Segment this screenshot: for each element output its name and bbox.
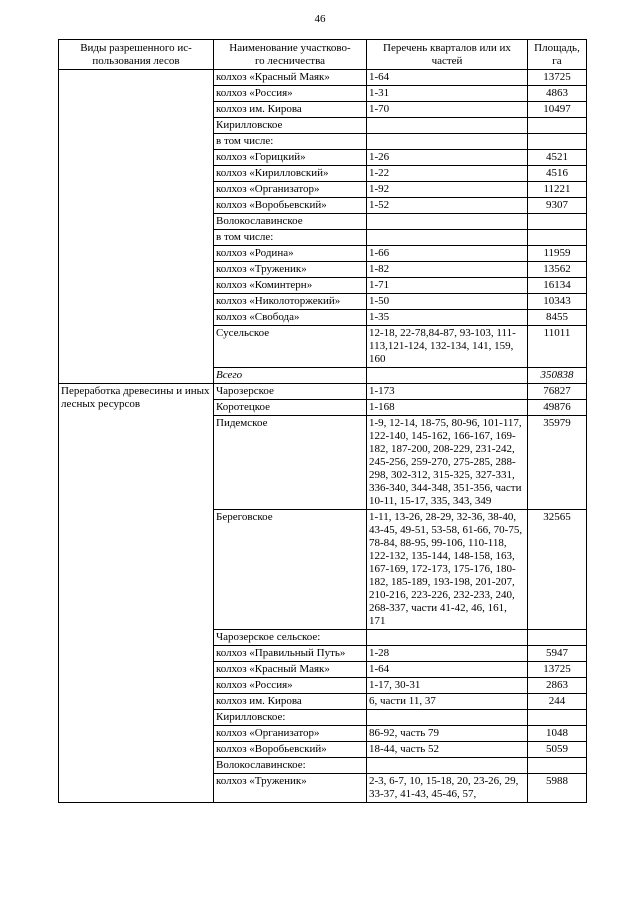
- area-cell: [528, 758, 587, 774]
- header-quarters: Перечень кварталов или их частей: [367, 40, 528, 70]
- area-cell: 5947: [528, 646, 587, 662]
- header-use: Виды разрешенного ис- пользования лесов: [59, 40, 214, 70]
- quarters-cell: 18-44, часть 52: [367, 742, 528, 758]
- forestry-name-cell: колхоз «Организатор»: [214, 726, 367, 742]
- quarters-cell: 12-18, 22-78,84-87, 93-103, 111-113,121-124, 132-134, 141, 159, 160: [367, 326, 528, 368]
- area-cell: 35979: [528, 416, 587, 510]
- forestry-name-cell: колхоз «Родина»: [214, 246, 367, 262]
- quarters-cell: 1-28: [367, 646, 528, 662]
- area-cell: 9307: [528, 198, 587, 214]
- total-area-cell: 350838: [528, 368, 587, 384]
- area-cell: 10343: [528, 294, 587, 310]
- quarters-cell: [367, 630, 528, 646]
- area-cell: 4863: [528, 86, 587, 102]
- area-cell: 5059: [528, 742, 587, 758]
- forestry-name-cell: Сусельское: [214, 326, 367, 368]
- area-cell: 32565: [528, 510, 587, 630]
- quarters-cell: [367, 118, 528, 134]
- table-row: [59, 384, 587, 400]
- forestry-name-cell: колхоз «Воробьевский»: [214, 198, 367, 214]
- forestry-name-cell: колхоз «Красный Маяк»: [214, 662, 367, 678]
- quarters-cell: [367, 368, 528, 384]
- forestry-name-cell: Коротецкое: [214, 400, 367, 416]
- area-cell: [528, 118, 587, 134]
- quarters-cell: [367, 230, 528, 246]
- forestry-name-cell: колхоз «Горицкий»: [214, 150, 367, 166]
- quarters-cell: 1-26: [367, 150, 528, 166]
- quarters-cell: 1-64: [367, 662, 528, 678]
- forestry-name-cell: колхоз «Кирилловский»: [214, 166, 367, 182]
- header-forestry: Наименование участково- го лесничества: [214, 40, 367, 70]
- forestry-name-cell: в том числе:: [214, 230, 367, 246]
- area-cell: 5988: [528, 774, 587, 803]
- table-row: [59, 70, 587, 86]
- area-cell: 49876: [528, 400, 587, 416]
- total-label-cell: Всего: [214, 368, 367, 384]
- quarters-cell: 1-82: [367, 262, 528, 278]
- forestry-name-cell: колхоз «Красный Маяк»: [214, 70, 367, 86]
- quarters-cell: 1-50: [367, 294, 528, 310]
- forestry-name-cell: Кирилловское:: [214, 710, 367, 726]
- quarters-cell: 1-173: [367, 384, 528, 400]
- area-cell: [528, 134, 587, 150]
- quarters-cell: 1-31: [367, 86, 528, 102]
- area-cell: 1048: [528, 726, 587, 742]
- area-cell: [528, 630, 587, 646]
- quarters-cell: [367, 214, 528, 230]
- quarters-cell: 1-71: [367, 278, 528, 294]
- forestry-name-cell: колхоз им. Кирова: [214, 102, 367, 118]
- area-cell: [528, 230, 587, 246]
- forestry-name-cell: колхоз им. Кирова: [214, 694, 367, 710]
- forestry-name-cell: Волокославинское:: [214, 758, 367, 774]
- quarters-cell: 6, части 11, 37: [367, 694, 528, 710]
- area-cell: 4516: [528, 166, 587, 182]
- quarters-cell: 1-9, 12-14, 18-75, 80-96, 101-117, 122-140, 145-162, 166-167, 169-182, 187-200, 208-229, 231-242, 245-256, 259-270, 275-285, 288-298, 302-312, 315-325, 327-331, 336-340, 344-348, 351-356, части 10-11, 15-17, 335, 343, 349: [367, 416, 528, 510]
- area-cell: 4521: [528, 150, 587, 166]
- quarters-cell: 86-92, часть 79: [367, 726, 528, 742]
- area-cell: 13725: [528, 662, 587, 678]
- quarters-cell: 1-35: [367, 310, 528, 326]
- area-cell: 76827: [528, 384, 587, 400]
- forestry-name-cell: колхоз «Труженик»: [214, 774, 367, 803]
- area-cell: 11959: [528, 246, 587, 262]
- use-type-cell: Переработка древесины и иных лесных ресурсов: [59, 384, 214, 803]
- table-body: [59, 70, 587, 803]
- quarters-cell: 1-17, 30-31: [367, 678, 528, 694]
- forestry-name-cell: Кирилловское: [214, 118, 367, 134]
- quarters-cell: 1-64: [367, 70, 528, 86]
- quarters-cell: [367, 758, 528, 774]
- area-cell: 16134: [528, 278, 587, 294]
- forestry-name-cell: колхоз «Россия»: [214, 678, 367, 694]
- use-type-cell: [59, 70, 214, 384]
- header-area: Площадь, га: [528, 40, 587, 70]
- table-header-row: [59, 40, 587, 70]
- area-cell: 2863: [528, 678, 587, 694]
- forestry-name-cell: колхоз «Воробьевский»: [214, 742, 367, 758]
- quarters-cell: 1-52: [367, 198, 528, 214]
- quarters-cell: 1-11, 13-26, 28-29, 32-36, 38-40, 43-45, 49-51, 53-58, 61-66, 70-75, 78-84, 88-95, 99-106, 110-118, 122-132, 135-144, 148-158, 163, 167-169, 172-173, 175-176, 180-182, 185-189, 193-198, 201-207, 210-216, 223-226, 232-233, 240, 268-337, части 41-42, 46, 161, 171: [367, 510, 528, 630]
- quarters-cell: 1-66: [367, 246, 528, 262]
- area-cell: 11221: [528, 182, 587, 198]
- quarters-cell: [367, 134, 528, 150]
- quarters-cell: 1-92: [367, 182, 528, 198]
- forestry-name-cell: колхоз «Правильный Путь»: [214, 646, 367, 662]
- quarters-cell: 1-168: [367, 400, 528, 416]
- forestry-name-cell: колхоз «Труженик»: [214, 262, 367, 278]
- quarters-cell: 1-70: [367, 102, 528, 118]
- forestry-name-cell: колхоз «Свобода»: [214, 310, 367, 326]
- area-cell: 244: [528, 694, 587, 710]
- quarters-cell: 1-22: [367, 166, 528, 182]
- forestry-name-cell: колхоз «Николоторжекий»: [214, 294, 367, 310]
- forestry-name-cell: Чарозерское: [214, 384, 367, 400]
- forestry-name-cell: колхоз «Россия»: [214, 86, 367, 102]
- area-cell: [528, 214, 587, 230]
- area-cell: 13725: [528, 70, 587, 86]
- forestry-name-cell: в том числе:: [214, 134, 367, 150]
- area-cell: [528, 710, 587, 726]
- area-cell: 8455: [528, 310, 587, 326]
- page-number: 46: [314, 13, 326, 25]
- forest-use-table: [58, 39, 587, 803]
- forestry-name-cell: Волокославинское: [214, 214, 367, 230]
- forestry-name-cell: Пидемское: [214, 416, 367, 510]
- forestry-name-cell: колхоз «Коминтерн»: [214, 278, 367, 294]
- area-cell: 13562: [528, 262, 587, 278]
- quarters-cell: [367, 710, 528, 726]
- quarters-cell: 2-3, 6-7, 10, 15-18, 20, 23-26, 29, 33-37, 41-43, 45-46, 57,: [367, 774, 528, 803]
- forestry-name-cell: колхоз «Организатор»: [214, 182, 367, 198]
- forestry-name-cell: Береговское: [214, 510, 367, 630]
- forestry-name-cell: Чарозерское сельское:: [214, 630, 367, 646]
- area-cell: 11011: [528, 326, 587, 368]
- area-cell: 10497: [528, 102, 587, 118]
